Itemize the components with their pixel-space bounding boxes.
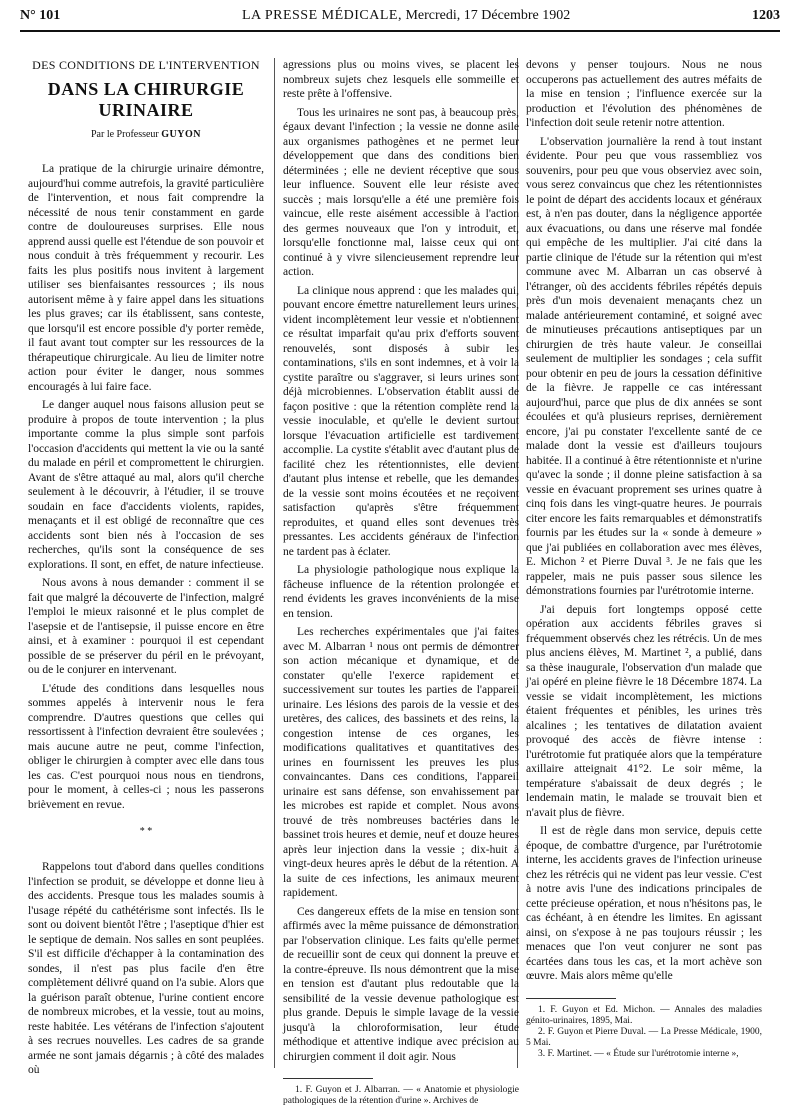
- running-head: [20, 8, 780, 32]
- article-title-line-1: DES CONDITIONS DE L'INTERVENTION: [32, 58, 260, 72]
- issue-number: N° 101: [20, 8, 61, 23]
- paragraph: L'étude des conditions dans lesquelles nous sommes appelés à intervenir nous le fera comprendre. D'autres questions que celles qui ressortissent à l'infection devraient être soulevées ; mais aucune autre ne peut, comme l'infection, obliger le chirurgien à compter avec elle dans tous les cas. C'est pourquoi nous nous en tiendrons, pour le moment, à celles-ci ; nous les passerons brièvement en revue.: [28, 682, 264, 811]
- paragraph: Il est de règle dans mon service, depuis cette époque, de combattre d'urgence, par l'urétrotomie interne, les accidents graves de l'infection urineuse chez les rétrécis qui ne vident pas leur vessie. C'est à notre avis l'une des indications principales de cette précieuse opération, et nous n'hésitons pas, le cas échéant, à en étendre les limites. En agissant ainsi, on s'expose à ne pas toujours réussir ; les menaces que l'on veut conjurer ne sont pas écartées dans tous les cas, et la mort achève son œuvre. Mais alors même qu'elle: [526, 825, 762, 982]
- page-number: 1203: [752, 8, 780, 23]
- paragraph: J'ai depuis fort longtemps opposé cette opération aux accidents fébriles graves si fréquemment observés chez les rétrécis. Un de mes plus anciens élèves, M. Martinet ², a publié, dans sa thèse inaugurale, l'observation d'un malade que j'ai opéré en pleine fièvre le 18 Décembre 1874. La vessie se vidait incomplètement, les mictions étaient fréquentes et pénibles, les urines très alcalines ; les tentatives de dilatation avaient provoqué des accès de fièvre intense : l'urétrotomie fut pratiquée alors que la température axillaire atteignait 41°2. Le soir même, la température s'abaissait de deux degrés ; le lendemain matin, le malade se trouvait bien et n'avait plus de fièvre.: [526, 603, 762, 819]
- footnote-rule: [283, 1078, 373, 1079]
- column-1: [28, 58, 264, 1076]
- paragraph: La clinique nous apprend : que les malades qui, pouvant encore émettre naturellement leurs urines, vident incomplètement leur vessie et n'obtiennent ce résultat imparfait qu'au prix d'efforts souvent renouvelés, sont disposés à subir les contaminations, s'ils en sont indemnes, et à voir la cystite paraître ou s'aggraver, si leurs urines sont déjà microbiennes. L'observation établit aussi de façon positive : que la rétention complète rend la vessie inoculable, et qu'elle le devient surtout lorsque l'évacuation artificielle est tardivement accomplie. La cystite s'établit avec d'autant plus de facilité chez les rétentionnistes, elle devient d'autant plus intense et rebelle, que les demandes de la vessie sont moins écoutées et ne reçoivent satisfaction qu'après s'être fréquemment reproduites, et quand elles sont devenues très pressantes. Les accidents généraux de l'infection ne tardent pas à éclater.: [283, 284, 519, 558]
- paragraph: Ces dangereux effets de la mise en tension sont affirmés avec la même puissance de démonstration par l'observation clinique. Les faits qu'elle permet de recueillir sont de ceux qui donnent la preuve et la contre-épreuve. Ils nous démontrent que la mise en tension est d'autant plus redoutable que la sensibilité de la vessie devenue pathologique est plus grande. Depuis le simple lavage de la vessie jusqu'à la chloroformisation, leur étude méthodique et attentive indique avec précision au chirurgien comment il doit agir. Nous: [283, 905, 519, 1063]
- paragraph: Le danger auquel nous faisons allusion peut se produire à propos de toute intervention ; la plus importante comme la plus simple sont parfois l'occasion d'accidents qui mettent la vie ou la santé du malade en péril et compromettent le chirurgien. Avant de s'être attaqué au mal, alors qu'il cherche seulement à le découvrir, à l'étudier, il se trouve soudain en face d'accidents violents, rapides, menaçants et il est obligé de reconnaître que ces accidents sont bien nés à l'occasion de ses recherches, qu'ils sont la conséquence de ses explorations. Il sont, en effet, de nature infectieuse.: [28, 399, 264, 571]
- section-separator: * *: [139, 826, 153, 837]
- footnote: 1. F. Guyon et Ed. Michon. — Annales des maladies génito-urinaires, 1895, Mai.: [526, 1004, 762, 1026]
- paragraph: devons y penser toujours. Nous ne nous occuperons pas actuellement des autres méfaits de la mise en tension ; l'influence exercée sur la production et l'évolution des phénomènes de l'infection doit seule retenir notre attention.: [526, 59, 762, 129]
- column-3: [526, 58, 762, 1068]
- footnote: 1. F. Guyon et J. Albarran. — « Anatomie et physiologie pathologiques de la rétention d'urine ». Archives de: [283, 1085, 519, 1106]
- article-title-line-2: DANS LA CHIRURGIE URINAIRE: [47, 79, 245, 120]
- column-2: [283, 58, 519, 1106]
- paragraph: agressions plus ou moins vives, se placent les nombreux sujets chez lesquels elle sommeille et reste prête à l'offensive.: [283, 59, 519, 100]
- column-rule-1: [274, 58, 275, 1068]
- paragraph: Nous avons à nous demander : comment il se fait que malgré la découverte de l'infection, malgré l'emploi le mieux raisonné et le plus complet de l'asepsie et de l'antisepsie, il puisse encore en être ainsi, et à examiner : pourquoi il est cependant possible de se préserver du péril en le prévoyant, ou de le conjurer en intervenant.: [28, 577, 264, 676]
- paragraph: Tous les urinaires ne sont pas, à beaucoup près, égaux devant l'infection ; la vessie ne donne asile aux organismes pathogènes et ne permet leur développement que dans des conditions bien déterminées ; elle ne devient réceptive que sous leur influence. Souvent elle leur résiste avec succès ; mais lorsqu'elle a été une première fois vaincue, elle reste aisément accessible à l'action des germes nouveaux que l'on y introduit, et, lorsqu'elle fonctionne mal, laisse ceux qui ont continué à y vivre silencieusement reprendre leur action.: [283, 106, 519, 278]
- byline: [28, 129, 264, 140]
- footnote-rule: [526, 998, 616, 999]
- paragraph: Rappelons tout d'abord dans quelles conditions l'infection se produit, se développe et donne lieu à des accidents. Presque tous les malades soumis à l'usage répété du cathétérisme sont infectés. Ils le sont ou doivent bientôt l'être ; l'aseptique d'hier est le septique de demain. Nos salles en sont peuplées. S'il est difficile d'échapper à la contamination des sondes, il n'est pas plus facile d'en être complètement délivré quand on l'a subie. Alors que la guérison paraît obtenue, l'urine contient encore de nombreux microbes, et la vessie, tout au moins, reste habitée. Les vétérans de l'infection s'ajoutent à ses recrues nouvelles. Les cadres de sa grande armée ne sont jamais dégarnis ; à côté des malades où: [28, 861, 264, 1076]
- journal-name: LA PRESSE MÉDICALE,: [241, 8, 402, 23]
- footnote: 3. F. Martinet. — « Étude sur l'urétrotomie interne »,: [538, 1048, 739, 1059]
- byline-prefix: Par le Professeur: [91, 129, 159, 140]
- issue-date: Mercredi, 17 Décembre 1902: [405, 8, 571, 23]
- paragraph: L'observation journalière la rend à tout instant évidente. Pour peu que vous rassembliez vos souvenirs, pour peu que vous observiez avec soin, vous serez convaincus que chez les rétentionnistes le point de départ des accidents locaux et généraux est, à n'en pas douter, dans la négligence apportée aux évacuations, ou dans une réserve mal fondée qui empêche de les multiplier. J'ai cité dans la partie clinique de l'étude sur la rétention qui m'est commune avec M. Albarran un cas observé à l'étranger, où des accidents fébriles répétés depuis près d'un mois devenaient menaçants chez un malade antérieurement contaminé, et soigné avec de minutieuses précautions antiseptiques par un chirurgien de très haute valeur. Je conseillai seulement de multiplier les sondages ; cela suffit pour obtenir en peu de jours la cessation définitive de la fièvre. Je rappelle ce cas intéressant aujourd'hui, parce que plus de dix années se sont écoulées et qu'à plusieurs reprises, dernièrement encore, j'ai pu constater l'excellente santé de ce malade dont la vessie est d'ailleurs toujours habitée. Il a continué à être rétentionniste et n'urine qu'avec la sonde ; il donne pleine satisfaction à sa vessie en évacuant proprement ses urines quatre à cinq fois dans les vingt-quatre heures. Je pourrais citer encore les faits remarquables et démonstratifs fournis par les études sur la « sonde à demeure » que j'ai publiées en collaboration avec mes élèves, E. Michon ² et Pierre Duval ³. Je ne fais que les rappeler, mais ne puis passer sous silence les démonstrations fournies par l'urétrotomie interne.: [526, 135, 762, 597]
- footnote: 2. F. Guyon et Pierre Duval. — La Presse Médicale, 1900, 5 Mai.: [526, 1026, 762, 1048]
- paragraph: La pratique de la chirurgie urinaire démontre, aujourd'hui comme autrefois, la gravité particulière de l'intervention, et nous fait comprendre la nécessité de nous tenir constamment en garde contre de douloureuses surprises. Elle nous apprend aussi quelle est l'étendue de son pouvoir et nous conduit à très fréquemment y recourir. Les faits les plus positifs nous invitent à largement utiliser ses bienfaisantes ressources ; ils nous autorisent même à y faire appel dans les situations les plus graves; car ils établissent, sans conteste, que lorsqu'il est encore possible d'y porter remède, il faut avant tout compter sur les ressources de la thérapeutique chirurgicale. Au lieu de limiter notre action pour éviter le danger, nous sommes encouragés à lui faire face.: [28, 163, 264, 393]
- paragraph: La physiologie pathologique nous explique la fâcheuse influence de la rétention prolongée et rend évidents les graves inconvénients de la mise en tension.: [283, 564, 519, 620]
- journal-masthead: [60, 8, 752, 24]
- author-name: GUYON: [161, 129, 201, 140]
- paragraph: Les recherches expérimentales que j'ai faites avec M. Albarran ¹ nous ont permis de démontrer son action mécanique et dynamique, et de constater qu'elle l'exerce rapidement et successivement sur toutes les parties de l'appareil urinaire. Les lésions des parois de la vessie et des uretères, des calices, des bassinets et des reins, la congestion intense de ces organes, les modifications qualitatives et quantitatives des urines en fournissent les preuves les plus convaincantes. Dans ces conditions, l'appareil urinaire est sans défense, son envahissement par les microbes est rapide et complet. Nous avons trouvé de très nombreuses bactéries dans le bassinet trois heures et demie, neuf et douze heures après leur injection dans la vessie ; dix-huit à vingt-deux heures après le début de la rétention. A la suite de ces infections, les animaux meurent rapidement.: [283, 626, 519, 899]
